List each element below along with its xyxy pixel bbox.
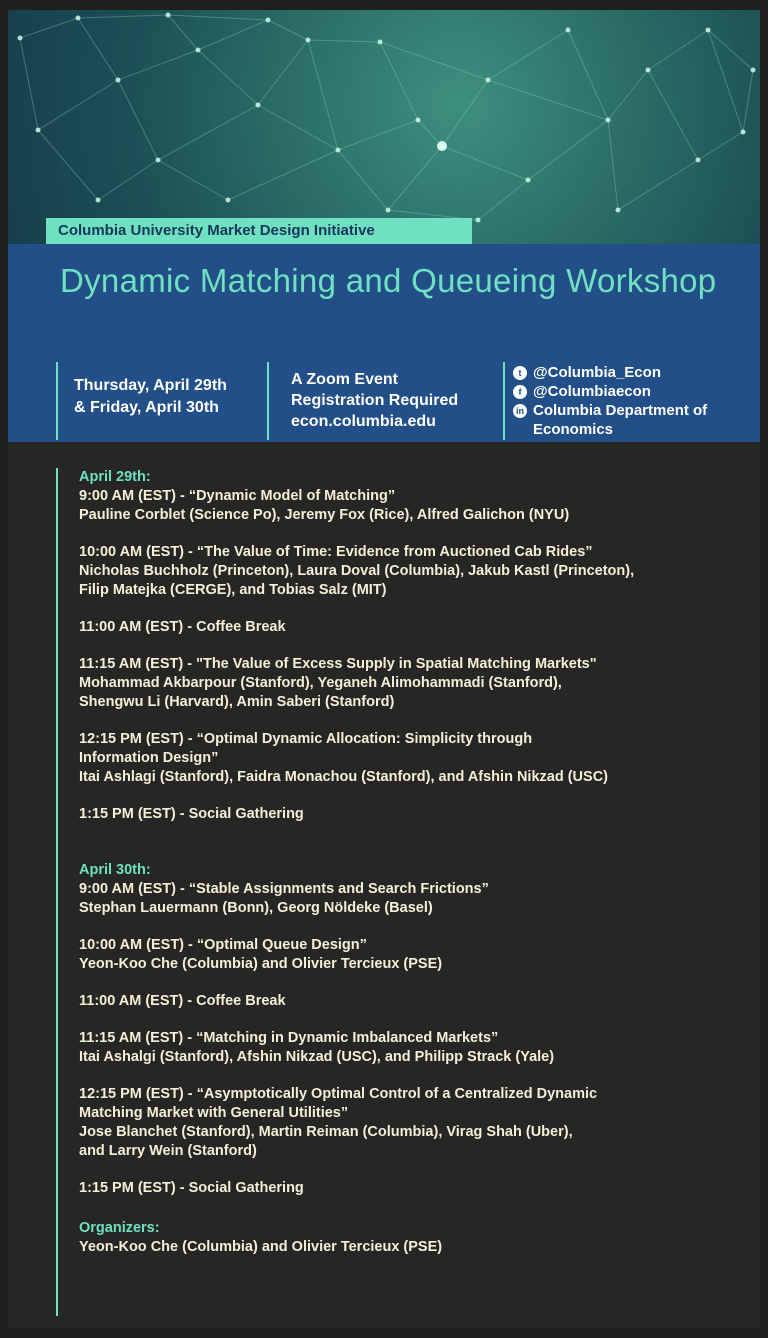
- network-node: [306, 38, 311, 43]
- session-line: 10:00 AM (EST) - “Optimal Queue Design”: [79, 937, 367, 953]
- session-line: 11:00 AM (EST) - Coffee Break: [79, 619, 286, 635]
- session: [79, 936, 758, 974]
- network-edge: [258, 105, 338, 150]
- session-line: Itai Ashalgi (Stanford), Afshin Nikzad (USC), and Philipp Strack (Yale): [79, 1049, 555, 1065]
- network-edge: [743, 70, 753, 132]
- network-node: [226, 198, 231, 203]
- network-node: [386, 208, 391, 213]
- social-facebook[interactable]: [513, 382, 753, 401]
- network-edge: [442, 80, 488, 146]
- network-edge: [488, 30, 568, 80]
- network-edge: [158, 105, 258, 160]
- network-node: [606, 118, 611, 123]
- session: [79, 1085, 758, 1161]
- network-edge: [698, 132, 743, 160]
- network-edge: [78, 18, 118, 80]
- network-edge: [258, 40, 308, 105]
- network-node: [616, 208, 621, 213]
- network-node: [166, 13, 171, 18]
- organizers: [79, 1219, 758, 1257]
- network-node: [416, 118, 421, 123]
- session-line: 11:15 AM (EST) - “Matching in Dynamic Imbalanced Markets”: [79, 1030, 499, 1046]
- network-edge: [388, 146, 442, 210]
- network-node: [741, 130, 746, 135]
- social-handle: Columbia Department of Economics: [533, 402, 708, 438]
- network-banner: [8, 10, 760, 244]
- network-edge: [528, 120, 608, 180]
- event-format: A Zoom Event: [291, 371, 398, 388]
- network-edge: [20, 18, 78, 38]
- network-edge: [98, 160, 158, 200]
- session: [79, 655, 758, 712]
- network-node: [566, 28, 571, 33]
- network-node: [36, 128, 41, 133]
- network-edge: [78, 15, 168, 18]
- network-edge: [38, 130, 98, 200]
- network-edge: [20, 38, 38, 130]
- network-node: [751, 68, 756, 73]
- session: [79, 618, 758, 637]
- session-line: Itai Ashlagi (Stanford), Faidra Monachou (Stanford), and Afshin Nikzad (USC): [79, 769, 608, 785]
- network-node: [437, 141, 447, 151]
- network-edge: [618, 160, 698, 210]
- network-node: [696, 158, 701, 163]
- session-line: Information Design”: [79, 750, 219, 766]
- flyer: [8, 10, 760, 1328]
- session-line: 9:00 AM (EST) - “Stable Assignments and Search Frictions”: [79, 881, 489, 897]
- network-node: [116, 78, 121, 83]
- title-band: [8, 244, 760, 442]
- network-edge: [198, 20, 268, 50]
- session-line: 10:00 AM (EST) - “The Value of Time: Evidence from Auctioned Cab Rides”: [79, 544, 593, 560]
- social-handle: @Columbiaecon: [533, 383, 651, 400]
- network-node: [336, 148, 341, 153]
- session-line: 1:15 PM (EST) - Social Gathering: [79, 1180, 304, 1196]
- session: [79, 1029, 758, 1067]
- event-dates: [56, 362, 256, 440]
- network-edge: [308, 40, 338, 150]
- network-node: [18, 36, 23, 41]
- session-line: Matching Market with General Utilities”: [79, 1105, 349, 1121]
- session-line: 9:00 AM (EST) - “Dynamic Model of Matching”: [79, 488, 396, 504]
- session: [79, 487, 758, 525]
- session-line: Pauline Corblet (Science Po), Jeremy Fox (Rice), Alfred Galichon (NYU): [79, 507, 570, 523]
- website-link[interactable]: econ.columbia.edu: [291, 413, 436, 430]
- social-handle: @Columbia_Econ: [533, 364, 661, 381]
- network-edge: [648, 70, 698, 160]
- linkedin-icon: in: [513, 404, 527, 418]
- organizers-text: Yeon-Koo Che (Columbia) and Olivier Tercieux (PSE): [79, 1239, 443, 1255]
- network-edge: [308, 40, 380, 42]
- network-edge: [488, 80, 608, 120]
- session-line: Filip Matejka (CERGE), and Tobias Salz (MIT): [79, 582, 387, 598]
- network-node: [646, 68, 651, 73]
- network-node: [256, 103, 261, 108]
- network-edge: [338, 120, 418, 150]
- session: [79, 880, 758, 918]
- network-node: [76, 16, 81, 21]
- network-edge: [418, 120, 442, 146]
- session-line: 12:15 PM (EST) - “Optimal Dynamic Allocation: Simplicity through: [79, 731, 533, 747]
- network-node: [96, 198, 101, 203]
- social-links: [503, 362, 753, 440]
- network-edge: [648, 30, 708, 70]
- session-line: Stephan Lauermann (Bonn), Georg Nöldeke (Basel): [79, 900, 433, 916]
- session-line: 11:00 AM (EST) - Coffee Break: [79, 993, 286, 1009]
- org-label: Columbia University Market Design Initiative: [46, 218, 472, 244]
- network-edge: [228, 150, 338, 200]
- network-edge: [608, 70, 648, 120]
- social-linkedin[interactable]: [513, 401, 753, 439]
- twitter-icon: t: [513, 366, 527, 380]
- day-section: [79, 468, 758, 824]
- session: [79, 730, 758, 787]
- network-node: [156, 158, 161, 163]
- network-edge: [118, 80, 158, 160]
- network-node: [476, 218, 481, 223]
- session-line: 12:15 PM (EST) - “Asymptotically Optimal Control of a Centralized Dynamic: [79, 1086, 598, 1102]
- facebook-icon: f: [513, 385, 527, 399]
- network-node: [266, 18, 271, 23]
- page-title: Dynamic Matching and Queueing Workshop: [60, 262, 717, 299]
- network-edge: [478, 180, 528, 220]
- network-edge: [158, 160, 228, 200]
- network-edge: [168, 15, 198, 50]
- network-node: [706, 28, 711, 33]
- session: [79, 1179, 758, 1198]
- network-edge: [568, 30, 608, 120]
- session-line: 11:15 AM (EST) - "The Value of Excess Supply in Spatial Matching Markets": [79, 656, 597, 672]
- session-line: Yeon-Koo Che (Columbia) and Olivier Tercieux (PSE): [79, 956, 443, 972]
- date-line: & Friday, April 30th: [74, 399, 219, 416]
- session-line: Shengwu Li (Harvard), Amin Saberi (Stanford): [79, 694, 395, 710]
- network-edge: [608, 120, 618, 210]
- event-details: [267, 362, 499, 440]
- organizers-label: Organizers:: [79, 1220, 160, 1236]
- registration-note: Registration Required: [291, 392, 459, 409]
- network-edge: [118, 50, 198, 80]
- network-node: [486, 78, 491, 83]
- session: [79, 992, 758, 1011]
- day-section: [79, 861, 758, 1198]
- session: [79, 543, 758, 600]
- network-node: [196, 48, 201, 53]
- social-twitter[interactable]: [513, 363, 753, 382]
- date-line: Thursday, April 29th: [74, 377, 227, 394]
- network-edge: [338, 150, 388, 210]
- network-edge: [38, 80, 118, 130]
- network-node: [378, 40, 383, 45]
- day-label: April 29th:: [79, 469, 151, 485]
- network-node: [526, 178, 531, 183]
- day-label: April 30th:: [79, 862, 151, 878]
- session-line: Nicholas Buchholz (Princeton), Laura Doval (Columbia), Jakub Kastl (Princeton),: [79, 563, 635, 579]
- network-graphic: [8, 10, 760, 244]
- schedule: [56, 468, 758, 1316]
- session: [79, 805, 758, 824]
- network-edge: [198, 50, 258, 105]
- session-line: and Larry Wein (Stanford): [79, 1143, 257, 1159]
- network-edge: [442, 146, 528, 180]
- session-line: Jose Blanchet (Stanford), Martin Reiman (Columbia), Virag Shah (Uber),: [79, 1124, 573, 1140]
- network-edge: [268, 20, 308, 40]
- network-edge: [168, 15, 268, 20]
- session-line: Mohammad Akbarpour (Stanford), Yeganeh Alimohammadi (Stanford),: [79, 675, 562, 691]
- session-line: 1:15 PM (EST) - Social Gathering: [79, 806, 304, 822]
